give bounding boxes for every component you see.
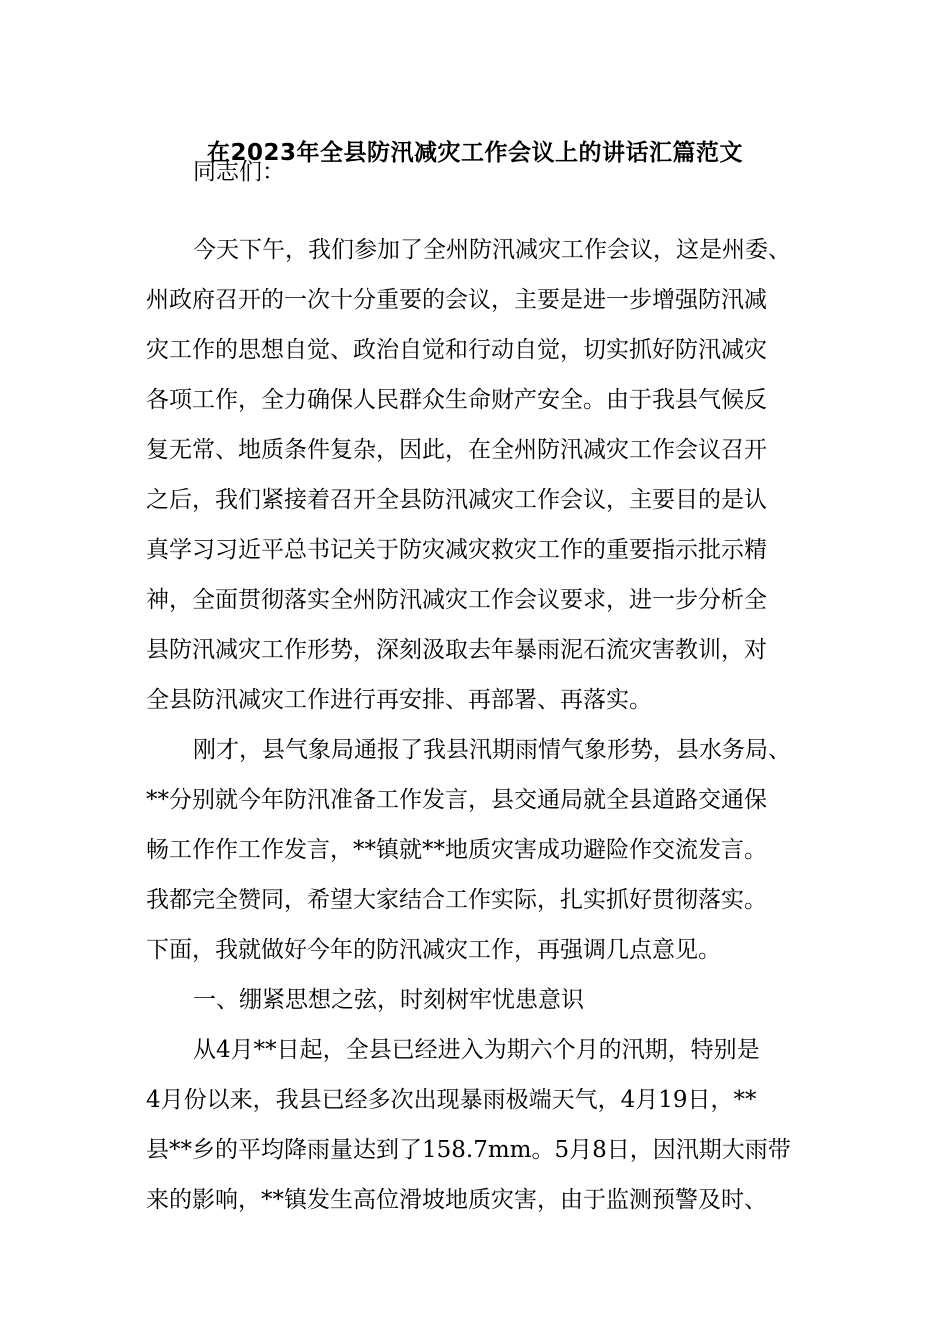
text-line: 灾工作的思想自觉、政治自觉和行动自觉，切实抓好防汛减灾 [146,337,767,363]
text-line: 下面，我就做好今年的防汛减灾工作，再强调几点意见。 [146,937,721,963]
text-line: 复无常、地质条件复杂，因此，在全州防汛减灾工作会议召开 [146,437,767,463]
text-line: 4月份以来，我县已经多次出现暴雨极端天气，4月19日，** [146,1087,757,1113]
text-line: 神，全面贯彻落实全州防汛减灾工作会议要求，进一步分析全 [146,587,767,613]
text-line: 来的影响，**镇发生高位滑坡地质灾害，由于监测预警及时、 [146,1187,767,1213]
text-line: 县防汛减灾工作形势，深刻汲取去年暴雨泥石流灾害教训，对 [146,637,767,663]
text-line: 之后，我们紧接着召开全县防汛减灾工作会议，主要目的是认 [146,487,767,513]
text-line: 从4月**日起，全县已经进入为期六个月的汛期，特别是 [193,1037,760,1063]
salutation-line: 同志们： [193,159,285,185]
section-heading: 一、绷紧思想之弦，时刻树牢忧患意识 [193,987,584,1013]
text-line: 畅工作作工作发言，**镇就**地质灾害成功避险作交流发言。 [146,837,767,863]
text-line: 县**乡的平均降雨量达到了158.7mm。5月8日，因汛期大雨带 [146,1137,791,1163]
text-line: 各项工作，全力确保人民群众生命财产安全。由于我县气候反 [146,387,767,413]
text-line: 我都完全赞同，希望大家结合工作实际，扎实抓好贯彻落实。 [146,887,767,913]
document-title: 在2023年全县防汛减灾工作会议上的讲话汇篇范文 [206,140,743,166]
text-line: 今天下午，我们参加了全州防汛减灾工作会议，这是州委、 [193,237,791,263]
text-line: 真学习习近平总书记关于防灾减灾救灾工作的重要指示批示精 [146,537,767,563]
text-line: 全县防汛减灾工作进行再安排、再部署、再落实。 [146,687,652,713]
text-line: 刚才，县气象局通报了我县汛期雨情气象形势，县水务局、 [193,737,791,763]
text-line: **分别就今年防汛准备工作发言，县交通局就全县道路交通保 [146,787,767,813]
text-line: 州政府召开的一次十分重要的会议，主要是进一步增强防汛减 [146,287,767,313]
